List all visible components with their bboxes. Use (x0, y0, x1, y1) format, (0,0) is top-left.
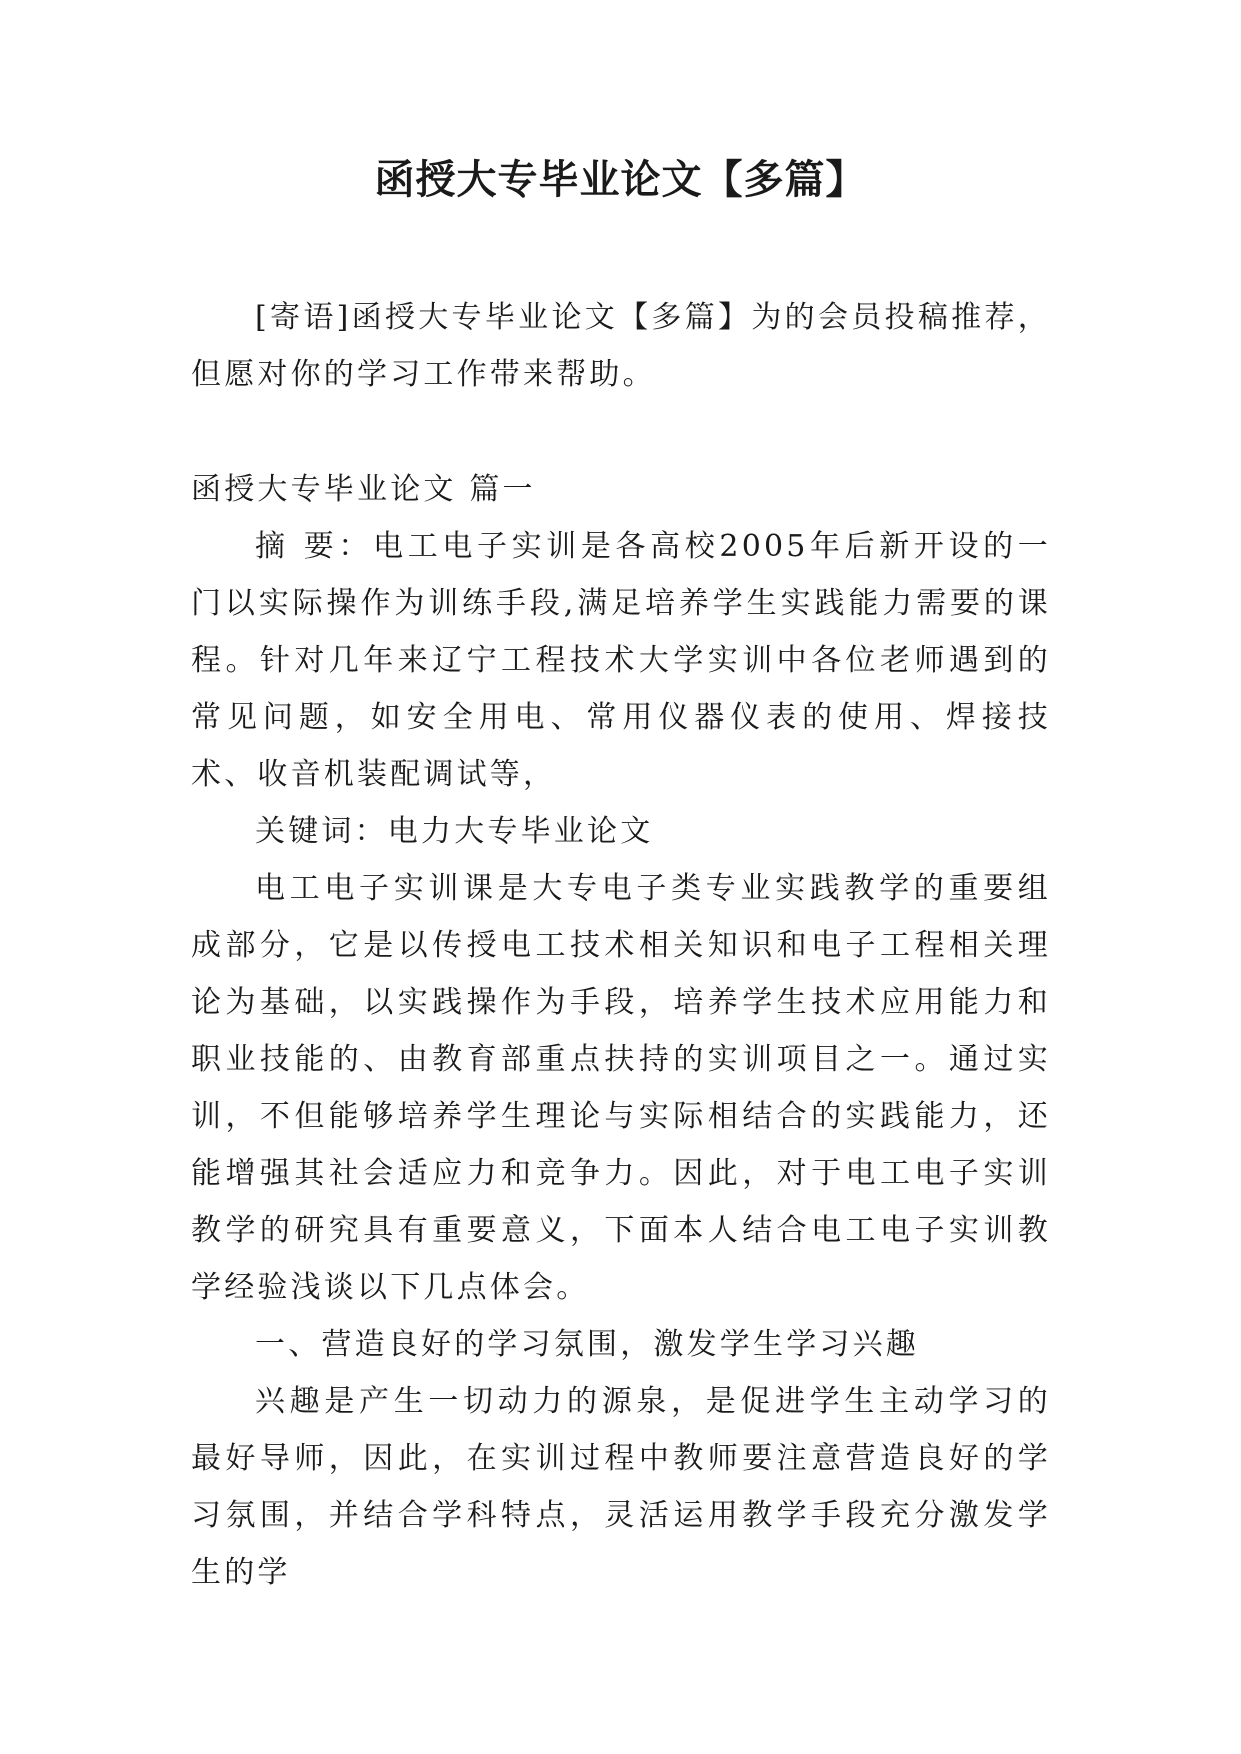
section-heading: 函授大专毕业论文 篇一 (191, 472, 536, 507)
abstract-paragraph: 摘 要：电工电子实训是各高校2005年后新开设的一门以实际操作为训练手段,满足培养学生实践能力需要的课程。针对几年来辽宁工程技术大学实训中各位老师遇到的常见问题，如安全用电、常用仪器仪表的使用、焊接技术、收音机装配调试等， (191, 529, 1051, 792)
keywords-paragraph: 关键词：电力大专毕业论文 (255, 814, 654, 849)
body-paragraph: 电工电子实训课是大专电子类专业实践教学的重要组成部分，它是以传授电工技术相关知识和电子工程相关理论为基础，以实践操作为手段，培养学生技术应用能力和职业技能的、由教育部重点扶持的实训项目之一。通过实训，不但能够培养学生理论与实际相结合的实践能力，还能增强其社会适应力和竞争力。因此，对于电工电子实训教学的研究具有重要意义，下面本人结合电工电子实训教学经验浅谈以下几点体会。 (191, 871, 1051, 1305)
intro-block (191, 289, 1051, 403)
body-paragraph: 兴趣是产生一切动力的源泉，是促进学生主动学习的最好导师，因此，在实训过程中教师要注意营造良好的学习氛围，并结合学科特点，灵活运用教学手段充分激发学生的学 (191, 1384, 1051, 1590)
subsection-heading: 一、营造良好的学习氛围，激发学生学习兴趣 (255, 1327, 919, 1362)
document-title: 函授大专毕业论文【多篇】 (374, 157, 867, 203)
intro-paragraph: [寄语]函授大专毕业论文【多篇】为的会员投稿推荐，但愿对你的学习工作带来帮助。 (191, 300, 1051, 392)
article-body (191, 461, 1051, 1601)
